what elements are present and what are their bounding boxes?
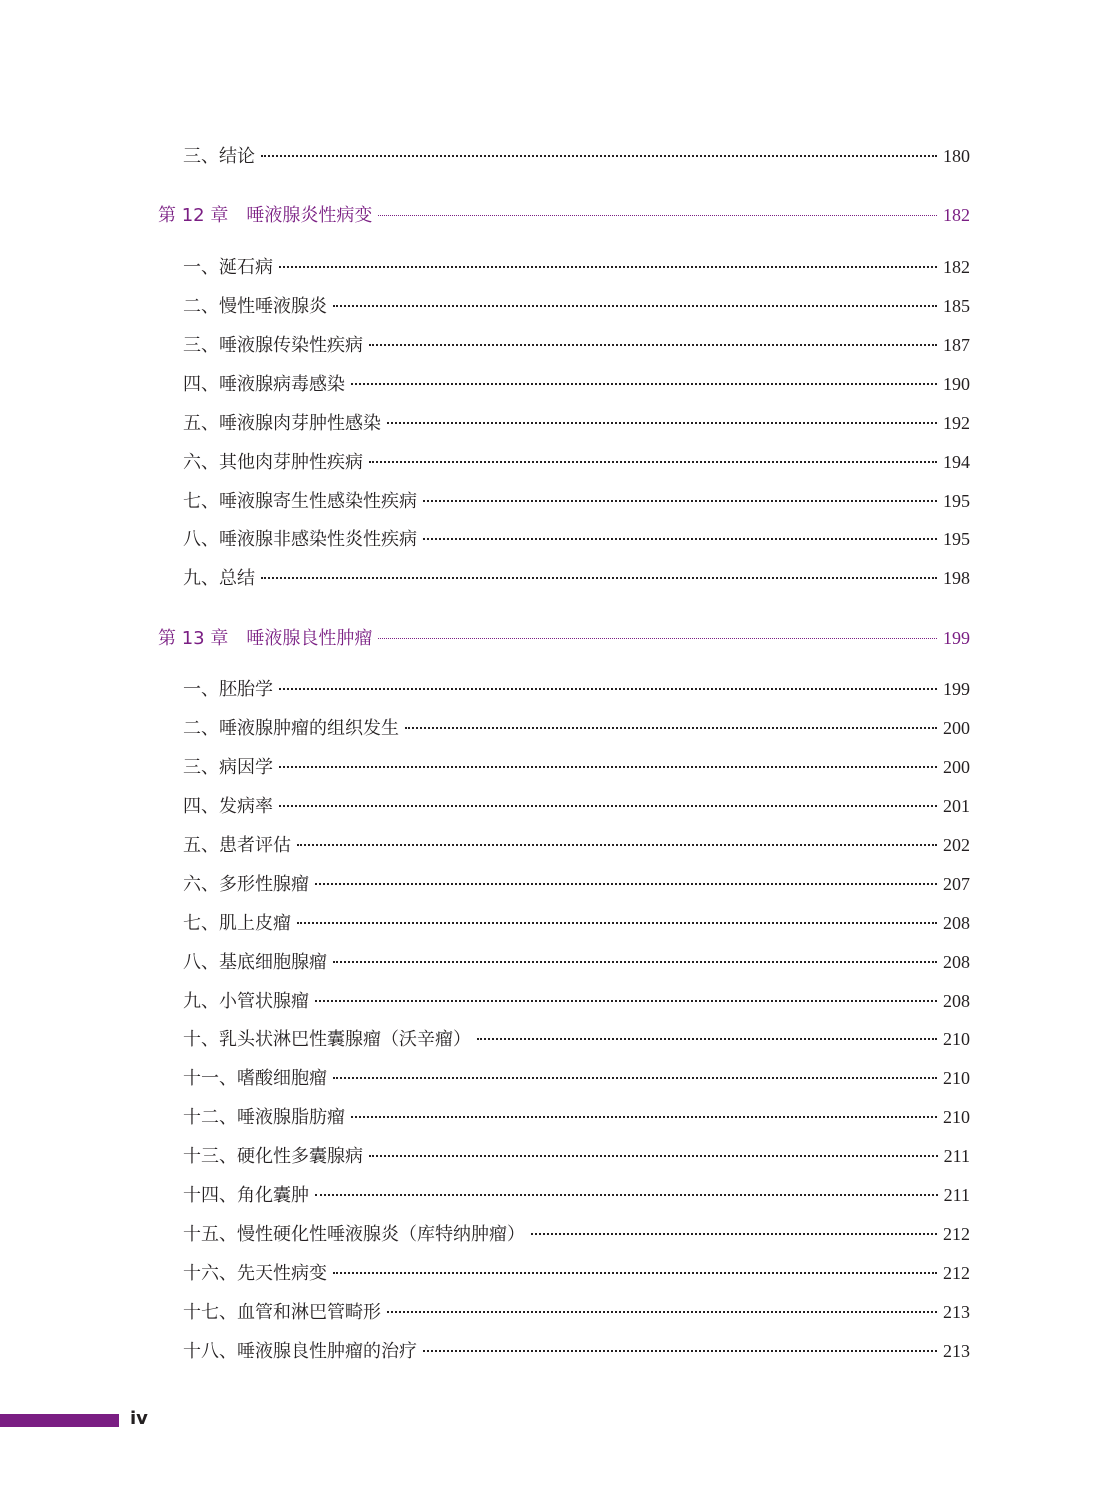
dot-leader [279,266,937,268]
toc-page-number: 200 [943,718,970,738]
toc-page-number: 195 [943,529,970,549]
toc-entry-title: 三、病因学 [183,757,273,778]
toc-entry [183,369,970,399]
toc-entry-title: 第 12 章 唾液腺炎性病变 [158,205,373,226]
toc-page-number: 182 [943,257,970,277]
toc-page-number: 208 [943,991,970,1011]
toc-entry-title: 十七、血管和淋巴管畸形 [183,1302,381,1323]
toc-entry-title: 一、涎石病 [183,257,273,278]
toc-page-number: 211 [943,1185,970,1205]
footer-accent-bar [0,1414,119,1427]
toc-entry [183,947,970,977]
dot-leader [279,688,937,690]
dot-leader [423,500,937,502]
dot-leader [333,961,937,963]
toc-entry-title: 十六、先天性病变 [183,1263,327,1284]
toc-entry-title: 四、发病率 [183,796,273,817]
dot-leader [297,844,937,846]
toc-entry-title: 十二、唾液腺脂肪瘤 [183,1107,345,1128]
toc-entry-title: 第 13 章 唾液腺良性肿瘤 [158,628,373,649]
toc-entry-title: 三、结论 [183,146,255,167]
toc-entry [183,447,970,477]
toc-entry-title: 七、肌上皮瘤 [183,913,291,934]
toc-entry [183,563,970,593]
toc-entry [183,1297,970,1327]
toc-page-number: 211 [943,1146,970,1166]
toc-page-number: 180 [943,146,970,166]
toc-entry-title: 八、基底细胞腺瘤 [183,952,327,973]
toc-entry-title: 十一、嗜酸细胞瘤 [183,1068,327,1089]
toc-page-number: 182 [943,205,970,225]
toc-page-number: 198 [943,568,970,588]
toc-page-number: 199 [943,628,970,648]
toc-entry-title: 十五、慢性硬化性唾液腺炎（库特纳肿瘤） [183,1224,525,1245]
dot-leader [333,1272,937,1274]
dot-leader [279,766,937,768]
toc-page-number: 199 [943,679,970,699]
toc-entry [183,291,970,321]
toc-entry-title: 九、总结 [183,568,255,589]
dot-leader [423,538,937,540]
toc-entry-title: 十四、角化囊肿 [183,1185,309,1206]
dot-leader [387,1311,937,1313]
toc-page-number: 194 [943,452,970,472]
dot-leader [333,1077,937,1079]
dot-leader [333,305,937,307]
toc-chapter-heading [158,623,970,653]
toc-page-number: 187 [943,335,970,355]
footer-page-number: iv [130,1408,148,1429]
toc-entry [183,869,970,899]
toc-entry-title: 六、其他肉芽肿性疾病 [183,452,363,473]
dot-leader [261,155,937,157]
toc-page-number: 201 [943,796,970,816]
toc-page-number: 213 [943,1302,970,1322]
toc-entry [183,908,970,938]
toc-page-number: 195 [943,491,970,511]
toc-chapter-heading [158,200,970,230]
toc-page-number: 208 [943,952,970,972]
dot-leader [378,215,937,216]
toc-page-number: 190 [943,374,970,394]
toc-entry [183,1102,970,1132]
toc-entry [183,1141,970,1171]
toc-entry-title: 二、慢性唾液腺炎 [183,296,327,317]
dot-leader [351,1116,937,1118]
toc-entry-title: 八、唾液腺非感染性炎性疾病 [183,529,417,550]
toc-entry [183,1063,970,1093]
dot-leader [378,638,937,639]
toc-entry [183,752,970,782]
toc-page-number: 207 [943,874,970,894]
dot-leader [315,883,937,885]
toc-entry [183,1180,970,1210]
toc-entry-title: 二、唾液腺肿瘤的组织发生 [183,718,399,739]
toc-entry [183,986,970,1016]
toc-entry-title: 九、小管状腺瘤 [183,991,309,1012]
toc-entry-title: 十、乳头状淋巴性囊腺瘤（沃辛瘤） [183,1029,471,1050]
toc-entry-title: 三、唾液腺传染性疾病 [183,335,363,356]
toc-entry [183,713,970,743]
dot-leader [387,422,937,424]
toc-page-number: 208 [943,913,970,933]
dot-leader [297,922,937,924]
dot-leader [261,577,937,579]
toc-entry [183,830,970,860]
dot-leader [369,461,937,463]
dot-leader [405,727,937,729]
toc-entry-title: 四、唾液腺病毒感染 [183,374,345,395]
dot-leader [531,1233,937,1235]
toc-entry [183,524,970,554]
toc-page-number: 210 [943,1029,970,1049]
toc-entry-title: 十三、硬化性多囊腺病 [183,1146,363,1167]
toc-page-number: 210 [943,1068,970,1088]
dot-leader [315,1000,937,1002]
toc-entry [183,486,970,516]
toc-entry-title: 五、患者评估 [183,835,291,856]
toc-page-number: 200 [943,757,970,777]
toc-entry [183,1258,970,1288]
dot-leader [369,1155,938,1157]
toc-page-number: 213 [943,1341,970,1361]
toc-page-number: 192 [943,413,970,433]
dot-leader [369,344,937,346]
dot-leader [351,383,937,385]
toc-entry-title: 六、多形性腺瘤 [183,874,309,895]
toc-page-number: 212 [943,1224,970,1244]
dot-leader [477,1038,937,1040]
toc-page-number: 202 [943,835,970,855]
toc-entry-title: 一、胚胎学 [183,679,273,700]
toc-page-number: 212 [943,1263,970,1283]
dot-leader [423,1350,937,1352]
toc-entry [183,1219,970,1249]
toc-entry [183,330,970,360]
toc-page-number: 210 [943,1107,970,1127]
toc-entry-title: 七、唾液腺寄生性感染性疾病 [183,491,417,512]
toc-page-number: 185 [943,296,970,316]
toc-entry [183,408,970,438]
dot-leader [279,805,937,807]
toc-entry [183,1024,970,1054]
toc-entry [183,674,970,704]
toc-entry-title: 十八、唾液腺良性肿瘤的治疗 [183,1341,417,1362]
toc-entry [183,141,970,171]
dot-leader [315,1194,938,1196]
toc-entry [183,791,970,821]
toc-entry [183,252,970,282]
toc-entry [183,1336,970,1366]
toc-entry-title: 五、唾液腺肉芽肿性感染 [183,413,381,434]
